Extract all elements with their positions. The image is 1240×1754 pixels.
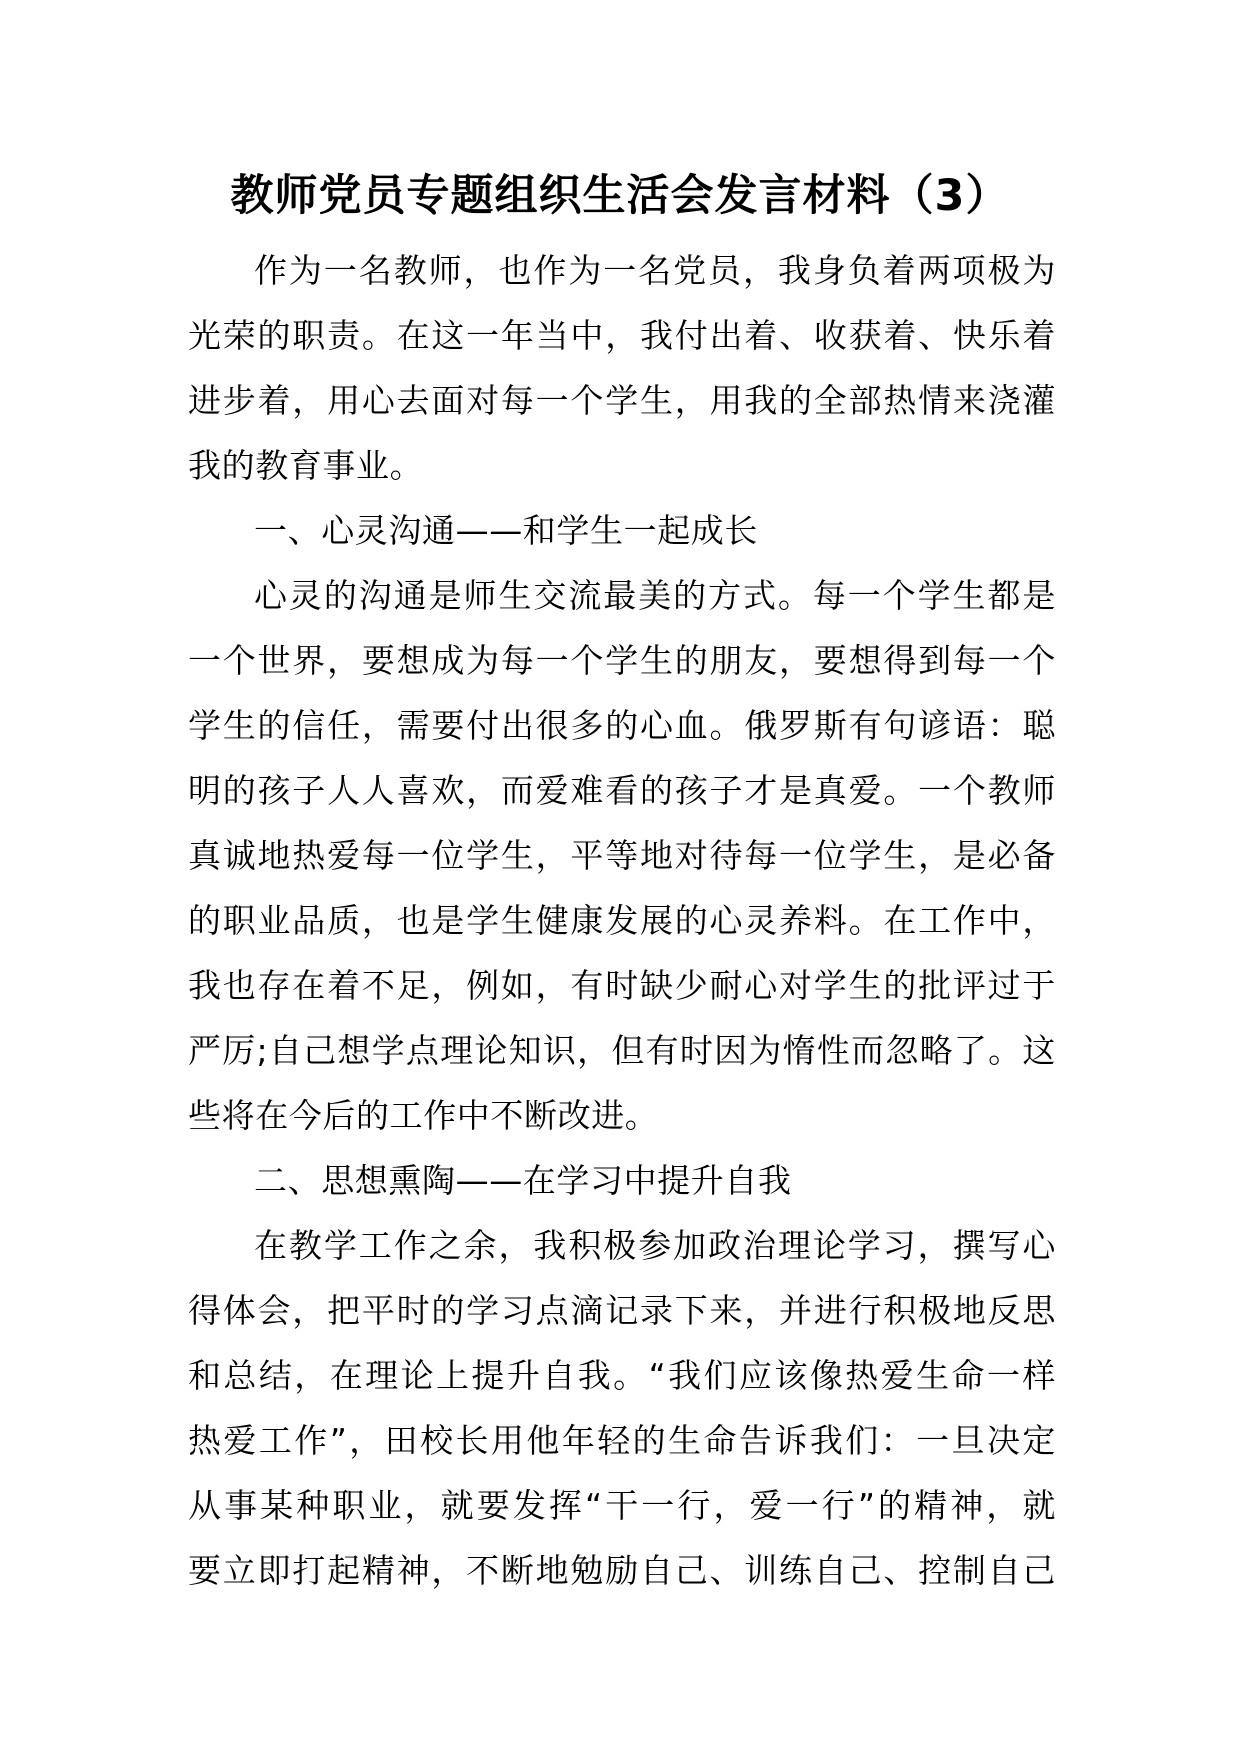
text-line: 要立即打起精神，不断地勉励自己、训练自己、控制自己 (188, 1551, 1056, 1590)
body-paragraph (188, 1213, 1056, 1603)
text-line: 一、心灵沟通——和学生一起成长 (254, 511, 758, 550)
text-line: 明的孩子人人喜欢，而爱难看的孩子才是真爱。一个教师 (188, 771, 1056, 810)
body-paragraph (188, 563, 1056, 1148)
text-line: 从事某种职业，就要发挥“干一行，爱一行”的精神，就 (188, 1486, 1056, 1525)
text-line: 二、思想熏陶——在学习中提升自我 (254, 1161, 792, 1200)
text-line: 学生的信任，需要付出很多的心血。俄罗斯有句谚语：聪 (188, 706, 1056, 745)
text-line: 一个世界，要想成为每一个学生的朋友，要想得到每一个 (188, 641, 1056, 680)
text-line: 我的教育事业。 (188, 446, 424, 485)
text-line: 在教学工作之余，我积极参加政治理论学习，撰写心 (254, 1226, 1056, 1265)
text-line: 我也存在着不足，例如，有时缺少耐心对学生的批评过于 (188, 966, 1056, 1005)
text-line: 些将在今后的工作中不断改进。 (188, 1096, 659, 1135)
text-line: 作为一名教师，也作为一名党员，我身负着两项极为 (254, 251, 1056, 290)
section-heading (188, 498, 1056, 563)
text-line: 和总结，在理论上提升自我。“我们应该像热爱生命一样 (188, 1356, 1056, 1395)
text-line: 进步着，用心去面对每一个学生，用我的全部热情来浇灌 (188, 381, 1056, 420)
text-line: 心灵的沟通是师生交流最美的方式。每一个学生都是 (254, 576, 1056, 615)
text-line: 真诚地热爱每一位学生，平等地对待每一位学生，是必备 (188, 836, 1056, 875)
document-title: 教师党员专题组织生活会发言材料（3） (230, 171, 1010, 221)
text-line: 光荣的职责。在这一年当中，我付出着、收获着、快乐着 (188, 316, 1056, 355)
document-body (188, 238, 1056, 1603)
text-line: 热爱工作”，田校长用他年轻的生命告诉我们：一旦决定 (188, 1421, 1056, 1460)
text-line: 得体会，把平时的学习点滴记录下来，并进行积极地反思 (188, 1291, 1056, 1330)
text-line: 的职业品质，也是学生健康发展的心灵养料。在工作中， (188, 901, 1056, 940)
text-line: 严厉;自己想学点理论知识，但有时因为惰性而忽略了。这 (188, 1031, 1056, 1070)
section-heading (188, 1148, 1056, 1213)
body-paragraph (188, 238, 1056, 498)
